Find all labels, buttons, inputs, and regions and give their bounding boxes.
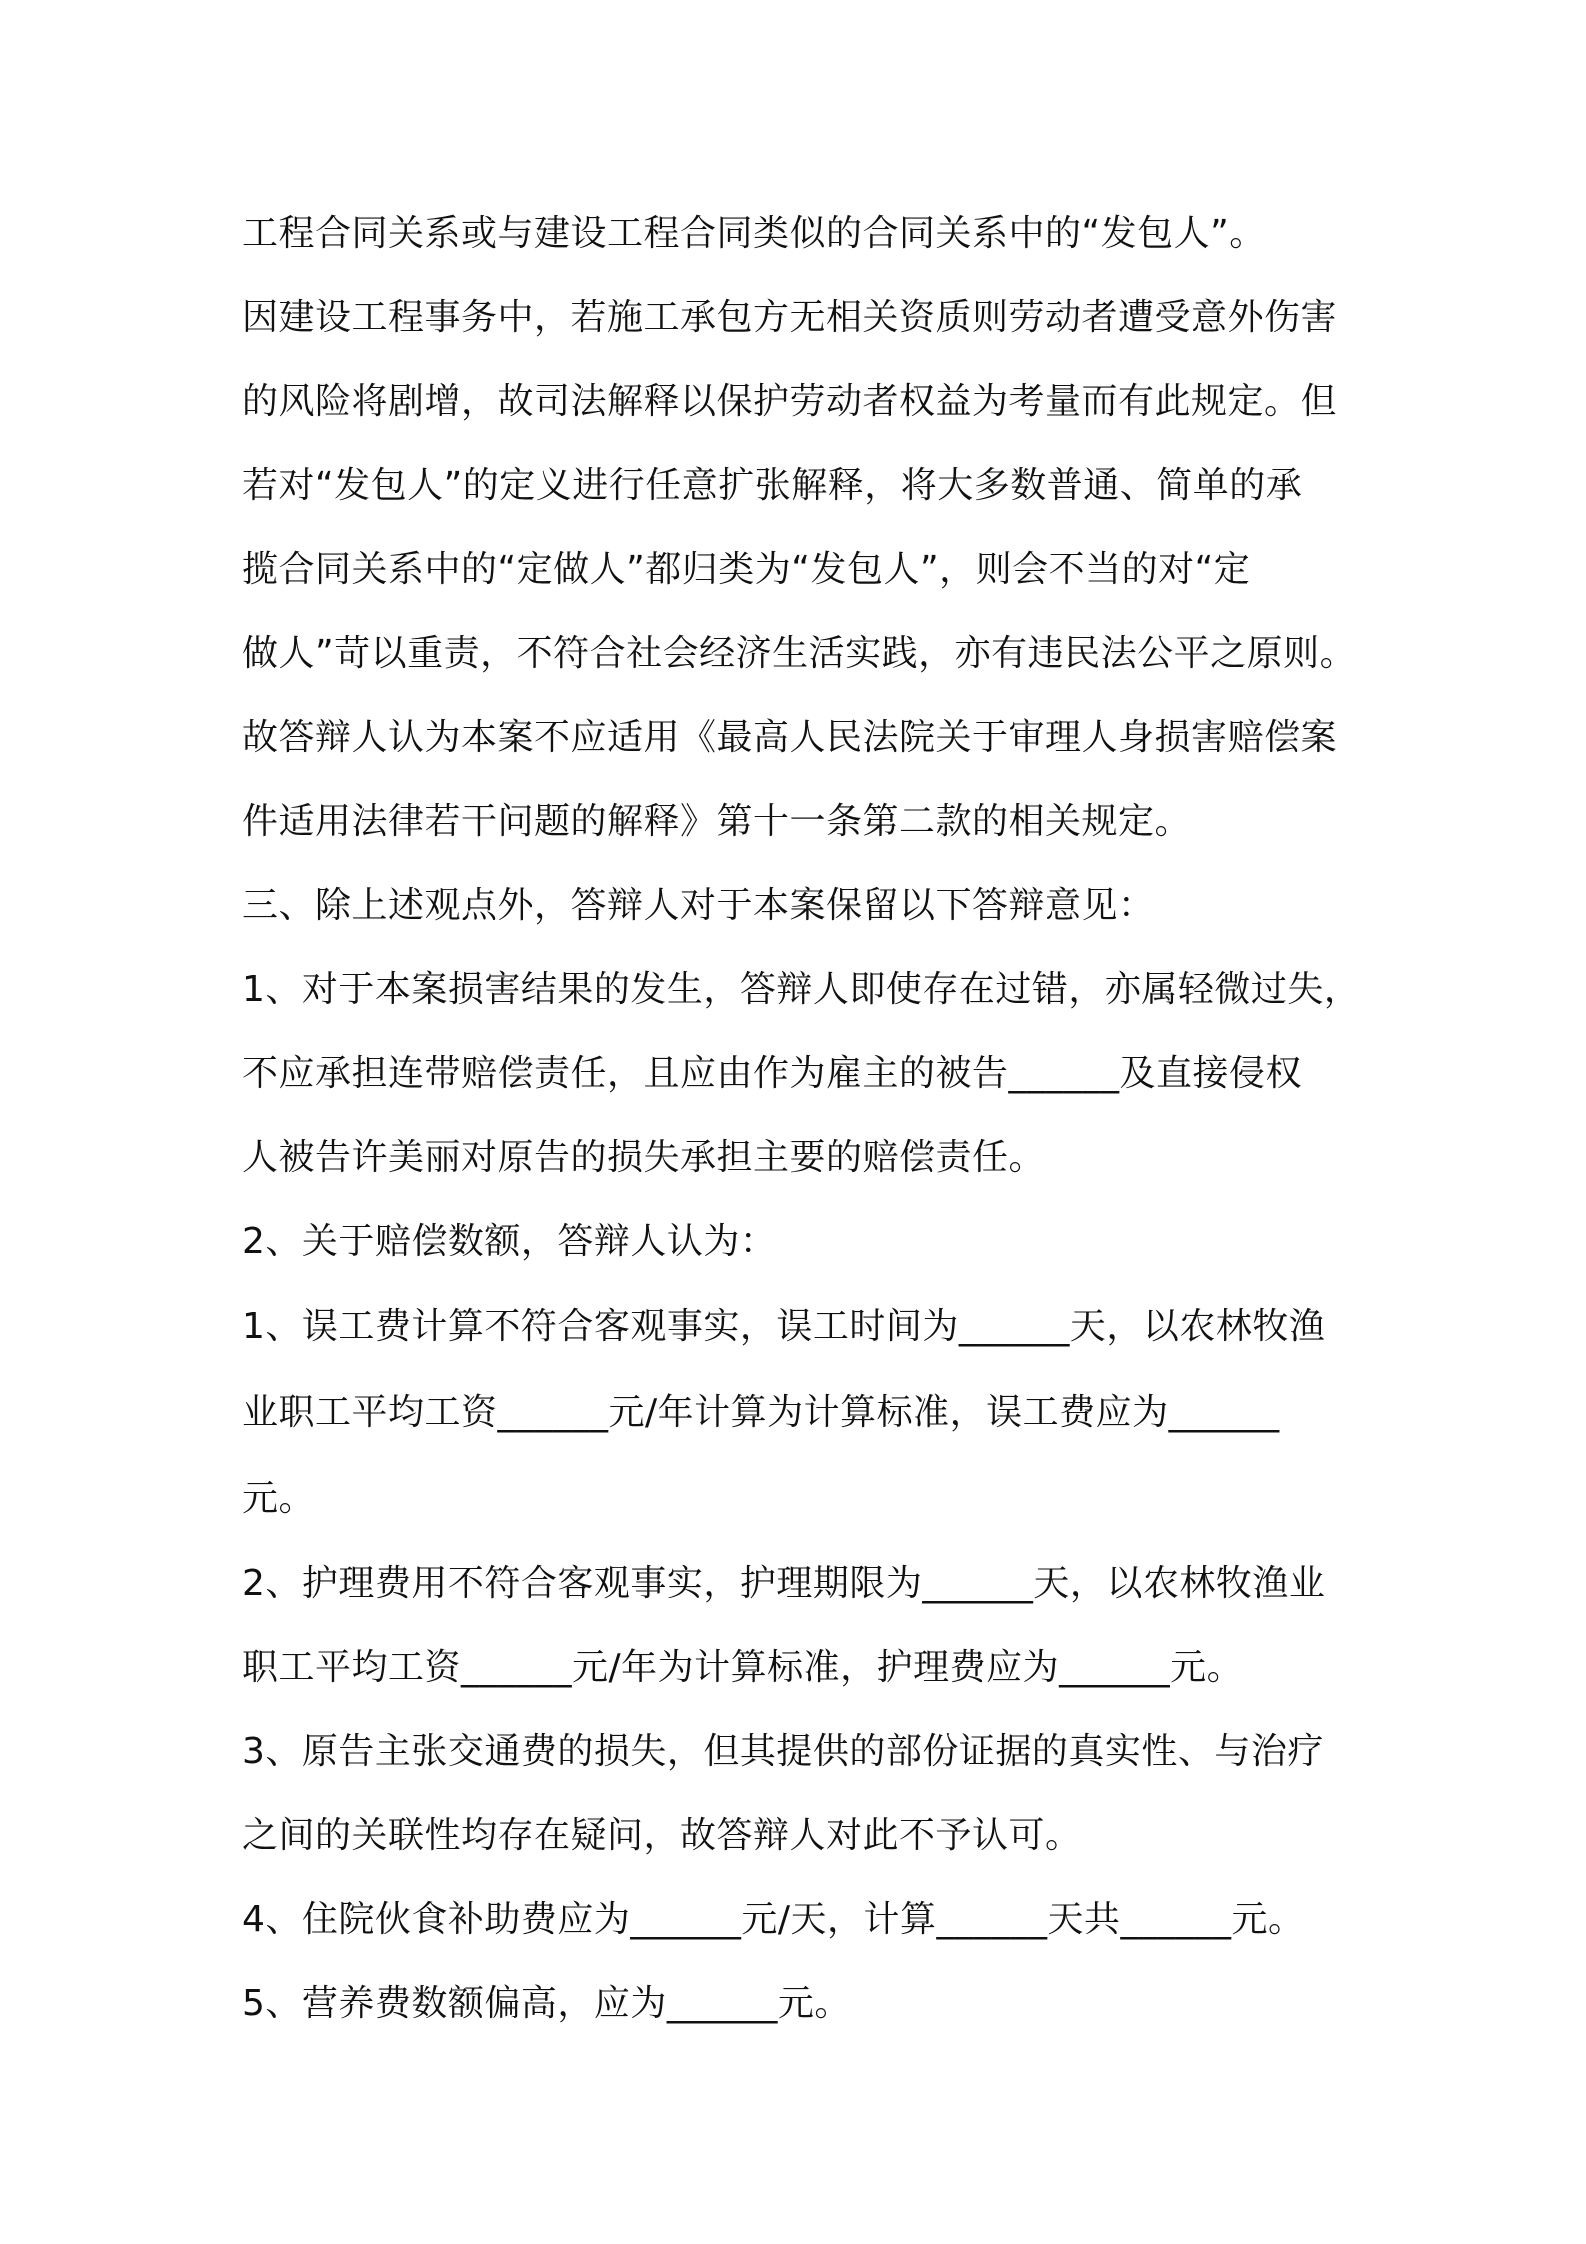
text-line-1: 工程合同关系或与建设工程合同类似的合同关系中的“发包人”。 bbox=[242, 213, 1266, 254]
text-line-11: 不应承担连带赔偿责任，且应由作为雇主的被告______及直接侵权 bbox=[242, 1053, 1303, 1094]
text-line-15: 业职工平均工资______元/年计算为计算标准，误工费应为______ bbox=[242, 1392, 1280, 1433]
text-line-16: 元。 bbox=[242, 1478, 316, 1519]
text-line-6: 做人”苛以重责，不符合社会经济生活实践，亦有违民法公平之原则。 bbox=[242, 633, 1357, 674]
text-line-14: 1、误工费计算不符合客观事实，误工时间为______天，以农林牧渔 bbox=[242, 1306, 1326, 1347]
text-line-2: 因建设工程事务中，若施工承包方无相关资质则劳动者遭受意外伤害 bbox=[242, 297, 1338, 338]
text-line-20: 之间的关联性均存在疑问，故答辩人对此不予认可。 bbox=[242, 1815, 1082, 1856]
text-line-19: 3、原告主张交通费的损失，但其提供的部份证据的真实性、与治疗 bbox=[242, 1731, 1324, 1772]
text-line-3: 的风险将剧增，故司法解释以保护劳动者权益为考量而有此规定。但 bbox=[242, 381, 1338, 422]
text-line-22: 5、营养费数额偏高，应为______元。 bbox=[242, 1983, 851, 2024]
text-line-13: 2、关于赔偿数额，答辩人认为： bbox=[242, 1221, 777, 1262]
text-line-4: 若对“发包人”的定义进行任意扩张解释，将大多数普通、简单的承 bbox=[242, 465, 1303, 506]
text-line-18: 职工平均工资______元/年为计算标准，护理费应为______元。 bbox=[242, 1647, 1244, 1688]
text-line-21: 4、住院伙食补助费应为______元/天，计算______天共______元。 bbox=[242, 1899, 1305, 1940]
text-line-10: 1、对于本案损害结果的发生，答辩人即使存在过错，亦属轻微过失， bbox=[242, 969, 1361, 1010]
section-heading-3: 三、除上述观点外，答辩人对于本案保留以下答辩意见： bbox=[242, 885, 1155, 926]
text-line-8: 件适用法律若干问题的解释》第十一条第二款的相关规定。 bbox=[242, 801, 1192, 842]
text-line-12: 人被告许美丽对原告的损失承担主要的赔偿责任。 bbox=[242, 1137, 1046, 1178]
text-line-5: 揽合同关系中的“定做人”都归类为“发包人”，则会不当的对“定 bbox=[242, 549, 1251, 590]
document-body bbox=[242, 192, 1361, 2046]
text-line-17: 2、护理费用不符合客观事实，护理期限为______天，以农林牧渔业 bbox=[242, 1563, 1326, 1604]
text-line-7: 故答辩人认为本案不应适用《最高人民法院关于审理人身损害赔偿案 bbox=[242, 717, 1338, 758]
